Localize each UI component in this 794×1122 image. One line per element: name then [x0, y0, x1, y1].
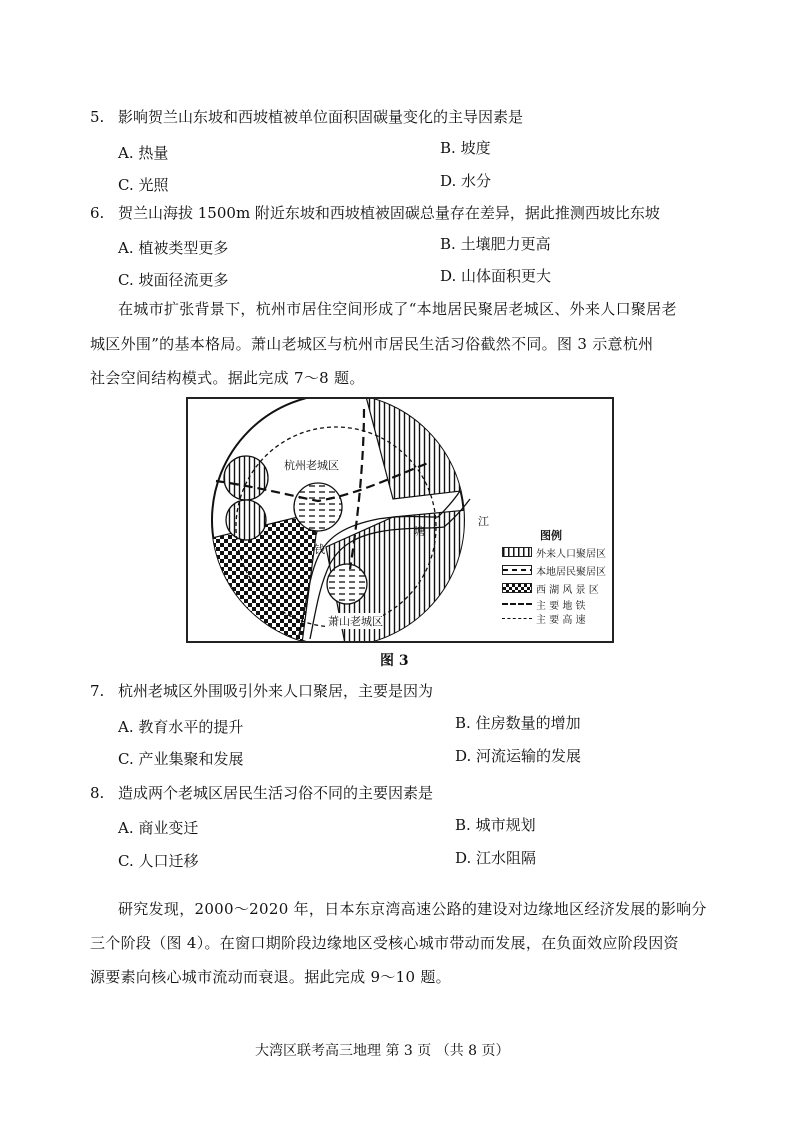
- river-label-jiang: 江: [478, 515, 489, 528]
- question-7-option-b[interactable]: B. 住房数量的增加: [455, 714, 581, 732]
- question-6-option-b[interactable]: B. 土壤肥力更高: [440, 235, 551, 253]
- figure-3-map: [186, 397, 614, 643]
- page-footer: 大湾区联考高三地理 第 3 页 （共 8 页）: [255, 1043, 510, 1059]
- question-7-option-c[interactable]: C. 产业集聚和发展: [118, 750, 244, 768]
- question-8-stem: 8. 造成两个老城区居民生活习俗不同的主要因素是: [90, 784, 434, 802]
- question-8-option-d[interactable]: D. 江水阻隔: [455, 849, 537, 867]
- river-label-qian: 钱: [314, 543, 325, 556]
- question-6-stem: 6. 贺兰山海拔 1500m 附近东坡和西坡植被固碳总量存在差异，据此推测西坡比东坡: [90, 204, 660, 222]
- question-5-stem: 5. 影响贺兰山东坡和西坡植被单位面积固碳量变化的主导因素是: [90, 108, 524, 126]
- question-6-option-d[interactable]: D. 山体面积更大: [440, 267, 552, 285]
- legend-item-migrant: 外来人口聚居区: [502, 545, 606, 559]
- migrant-circle-west-2: [226, 500, 266, 540]
- question-5-option-d[interactable]: D. 水分: [440, 172, 492, 190]
- legend-item-metro: 主 要 地 铁: [502, 597, 586, 611]
- legend-line-highway: [502, 618, 532, 619]
- question-8-option-b[interactable]: B. 城市规划: [455, 816, 536, 834]
- question-7-stem: 7. 杭州老城区外围吸引外来人口聚居，主要是因为: [90, 682, 434, 700]
- question-5-option-b[interactable]: B. 坡度: [440, 139, 491, 157]
- legend-item-west-lake: 西 湖 风 景 区: [502, 581, 599, 595]
- passage-1-line-2: 城区外围”的基本格局。萧山老城区与杭州市居民生活习俗截然不同。图 3 示意杭州: [90, 335, 654, 353]
- question-7-option-d[interactable]: D. 河流运输的发展: [455, 747, 582, 765]
- legend-swatch-migrant: [502, 547, 532, 557]
- question-7-option-a[interactable]: A. 教育水平的提升: [118, 718, 244, 736]
- passage-2-line-3: 源要素向核心城市流动而衰退。据此完成 9～10 题。: [90, 968, 451, 986]
- hangzhou-old-city-area: [294, 483, 342, 531]
- question-6-option-a[interactable]: A. 植被类型更多: [118, 239, 229, 257]
- legend-swatch-local: [502, 565, 532, 575]
- passage-2-line-2: 三个阶段（图 4）。在窗口期阶段边缘地区受核心城市带动而发展，在负面效应阶段因资: [90, 934, 679, 952]
- question-8-option-c[interactable]: C. 人口迁移: [118, 852, 199, 870]
- xiaoshan-old-city-label: 萧山老城区: [328, 615, 383, 628]
- migrant-circle-west-1: [224, 456, 268, 500]
- passage-1-line-3: 社会空间结构模式。据此完成 7～8 题。: [90, 369, 365, 387]
- legend-title: 图例: [540, 529, 562, 542]
- figure-3-caption: 图 3: [380, 653, 409, 669]
- xiaoshan-old-city-area: [327, 564, 367, 604]
- hangzhou-old-city-label: 杭州老城区: [284, 459, 339, 472]
- river-label-tang: 塘: [414, 525, 425, 538]
- legend-item-highway: 主 要 高 速: [502, 611, 586, 625]
- question-6-option-c[interactable]: C. 坡面径流更多: [118, 271, 229, 289]
- legend-line-metro: [502, 603, 532, 605]
- legend-swatch-west-lake: [502, 583, 532, 593]
- legend-item-local: 本地居民聚居区: [502, 563, 606, 577]
- passage-2-line-1: 研究发现，2000～2020 年，日本东京湾高速公路的建设对边缘地区经济发展的影响分: [118, 900, 707, 918]
- passage-1-line-1: 在城市扩张背景下，杭州市居住空间形成了“本地居民聚居老城区、外来人口聚居老: [118, 300, 677, 318]
- question-5-option-c[interactable]: C. 光照: [118, 176, 169, 194]
- question-5-option-a[interactable]: A. 热量: [118, 144, 169, 162]
- question-8-option-a[interactable]: A. 商业变迁: [118, 819, 199, 837]
